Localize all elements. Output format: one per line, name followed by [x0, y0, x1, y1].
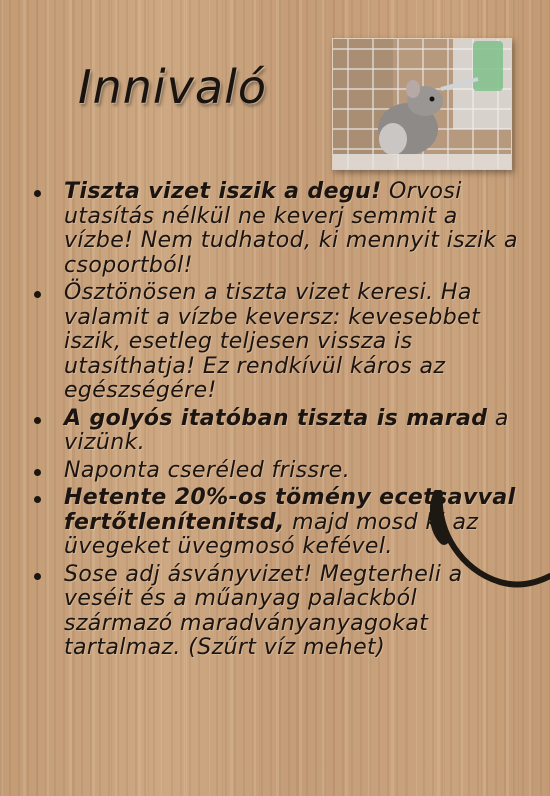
list-item: Tiszta vizet iszik a degu! Orvosi utasítás nélkül ne keverj semmit a vízbe! Nem tudhatod, ki mennyit iszik a csoportból! — [30, 180, 520, 278]
water-tips-list — [30, 180, 520, 664]
list-item: Sose adj ásványvizet! Megterheli a veséit és a műanyag palackból származó maradványanyagokat tartalmaz. (Szűrt víz mehet) — [30, 563, 520, 661]
degu-photo — [332, 38, 512, 170]
list-item: Ösztönösen a tiszta vizet keresi. Ha valamit a vízbe keversz: kevesebbet iszik, esetleg teljesen vissza is utasíthatja! Ez rendkívül káros az egészségére! — [30, 281, 520, 404]
bullet-dot — [34, 469, 41, 476]
bullet-dot — [34, 291, 41, 298]
bullet-dot — [34, 573, 41, 580]
list-item: A golyós itatóban tiszta is marad a vizünk. — [30, 407, 520, 456]
bullet-dot — [34, 496, 41, 503]
bullet-dot — [34, 417, 41, 424]
bullet-dot — [34, 190, 41, 197]
list-item: Naponta cseréled frissre. — [30, 459, 520, 484]
list-item: Hetente 20%-os tömény ecetsavval fertőtlenítenitsd, majd mosd ki az üvegeket üvegmosó kefével. — [30, 486, 520, 560]
page-title: Innivaló — [78, 60, 267, 114]
